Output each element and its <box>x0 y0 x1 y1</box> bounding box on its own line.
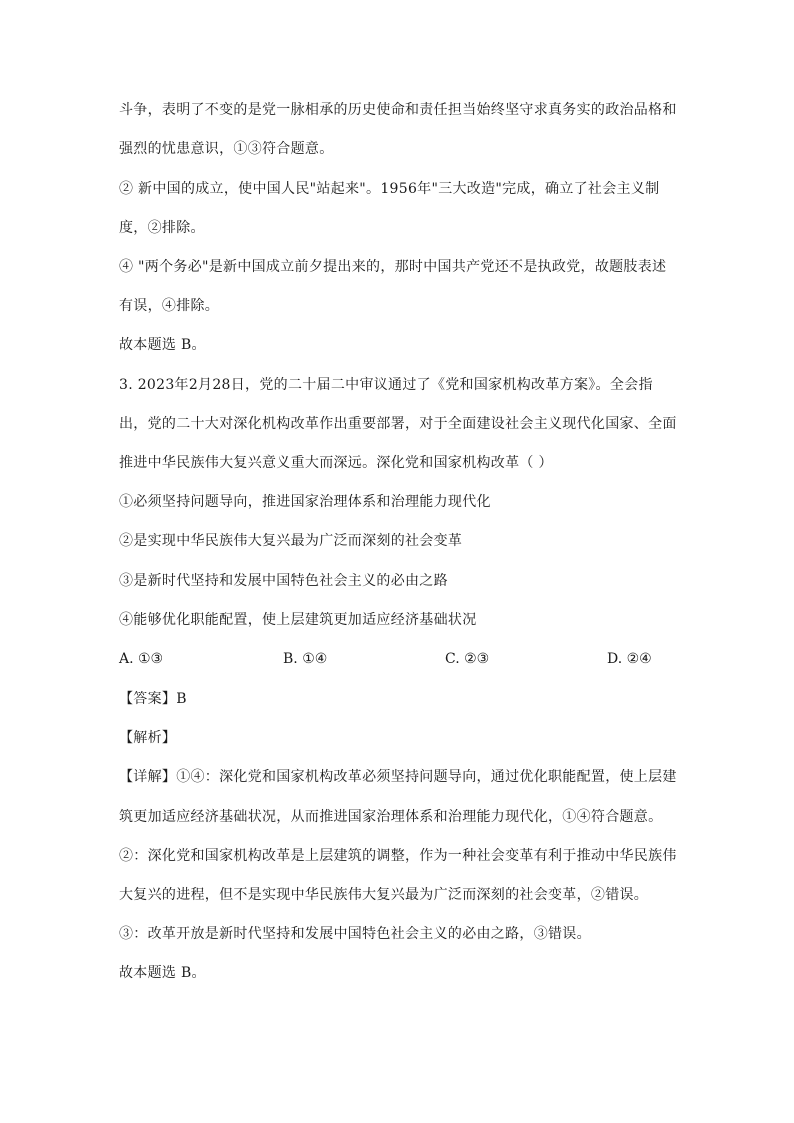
analysis-line: ④ "两个务必"是新中国成立前夕提出来的，那时中国共产党还不是执政党，故题肢表述 <box>119 259 667 275</box>
option-b: B. ①④ <box>283 651 328 667</box>
detail-line: 大复兴的进程，但不是实现中华民族伟大复兴最为广泛而深刻的社会变革，②错误。 <box>119 887 649 903</box>
question-stem: 出，党的二十大对深化机构改革作出重要部署，对于全面建设社会主义现代化国家、全面 <box>119 416 677 432</box>
question-item: ①必须坚持问题导向，推进国家治理体系和治理能力现代化 <box>119 494 491 510</box>
analysis-line: 有误，④排除。 <box>119 298 220 314</box>
analysis-line: 强烈的忧患意识，①③符合题意。 <box>119 141 334 157</box>
option-c: C. ②③ <box>445 651 490 667</box>
analysis-conclusion: 故本题选 B。 <box>119 337 206 353</box>
option-d: D. ②④ <box>607 651 652 667</box>
answer-value: B <box>176 691 187 707</box>
analysis-tag: 【解析】 <box>119 730 177 746</box>
detail-tag: 【详解】 <box>119 769 177 785</box>
question-stem: 推进中华民族伟大复兴意义重大而深远。深化党和国家机构改革（ ） <box>119 455 553 471</box>
answer-line <box>119 689 187 709</box>
analysis-line: 度，②排除。 <box>119 220 205 236</box>
detail-line: ③：改革开放是新时代坚持和发展中国特色社会主义的必由之路，③错误。 <box>119 926 591 942</box>
question-stem: 3. 2023年2月28日，党的二十届二中审议通过了《党和国家机构改革方案》。全会指 <box>119 377 653 393</box>
detail-text: ①④：深化党和国家机构改革必须坚持问题导向，通过优化职能配置，使上层建 <box>176 769 677 785</box>
question-item: ③是新时代坚持和发展中国特色社会主义的必由之路 <box>119 573 448 589</box>
analysis-line: 斗争，表明了不变的是党一脉相承的历史使命和责任担当始终坚守求真务实的政治品格和 <box>119 102 677 118</box>
detail-line <box>119 767 677 787</box>
analysis-line: ② 新中国的成立，使中国人民"站起来"。1956年"三大改造"完成，确立了社会主义制 <box>119 181 660 197</box>
option-a: A. ①③ <box>119 651 164 667</box>
detail-line: ②：深化党和国家机构改革是上层建筑的调整，作为一种社会变革有利于推动中华民族伟 <box>119 848 677 864</box>
detail-line: 筑更加适应经济基础状况，从而推进国家治理体系和治理能力现代化，①④符合题意。 <box>119 809 663 825</box>
answer-tag: 【答案】 <box>119 691 177 707</box>
detail-conclusion: 故本题选 B。 <box>119 965 206 981</box>
question-item: ②是实现中华民族伟大复兴最为广泛而深刻的社会变革 <box>119 533 463 549</box>
question-item: ④能够优化职能配置，使上层建筑更加适应经济基础状况 <box>119 612 477 628</box>
